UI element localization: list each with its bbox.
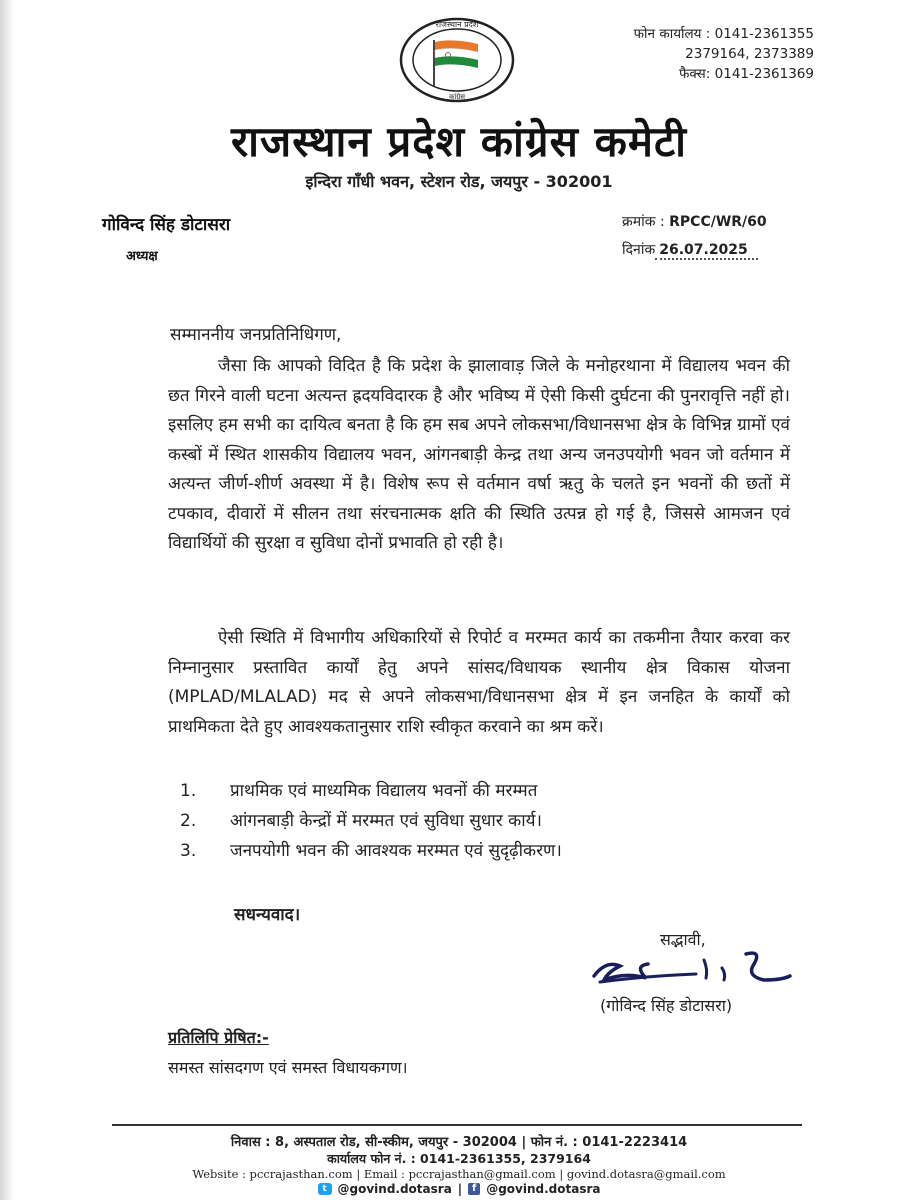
list-item-number: 3.: [180, 841, 197, 861]
footer-social: [0, 1182, 918, 1196]
salutation: सम्माननीय जनप्रतिनिधिगण,: [170, 325, 342, 345]
list-item: [180, 776, 800, 806]
logo-top-text: राजस्थान प्रदेश: [435, 20, 479, 29]
reference-label: क्रमांक :: [622, 214, 665, 230]
footer-divider: [112, 1124, 802, 1126]
list-item: [180, 836, 800, 866]
regards-text: सद्भावी,: [660, 930, 706, 949]
proposed-works-list: [180, 776, 800, 866]
twitter-handle: @govind.dotasra: [337, 1182, 452, 1196]
congress-logo: [398, 16, 516, 104]
copy-to-label: प्रतिलिपि प्रेषित:-: [168, 1028, 269, 1047]
logo-bottom-text: कांग्रेस: [449, 93, 465, 101]
signature-stroke-5: [746, 953, 790, 980]
president-name: गोविन्द सिंह डोटासरा: [102, 215, 231, 235]
fax-number: फैक्स: 0141-2361369: [678, 66, 814, 82]
contact-block: [634, 24, 814, 84]
copy-to-recipients: समस्त सांसदगण एवं समस्त विधायकगण।: [168, 1058, 408, 1077]
signatory-name: (गोविन्द सिंह डोटासरा): [600, 996, 733, 1015]
twitter-icon: t: [318, 1183, 332, 1195]
footer-separator: |: [457, 1182, 463, 1196]
body-paragraph-1: जैसा कि आपको विदित है कि प्रदेश के झालावाड़ जिले के मनोहरथाना में विद्यालय भवन की छत गिरने वाली घटना अत्यन्त ह्रदयविदारक है और भविष्य में ऐसी किसी दुर्घटना की पुनरावृत्ति नहीं हो। इसलिए हम सभी का दायित्व बनता है कि हम सब अपने लोकसभा/विधानसभा क्षेत्र के विभिन्न ग्रामों एवं कस्बों में स्थित शासकीय विद्यालय भवन, आंगनबाड़ी केन्द्र तथा अन्य जनउपयोगी भवन जो वर्तमान में अत्यन्त जीर्ण-शीर्ण अवस्था में है। विशेष रूप से वर्तमान वर्षा ऋतु के चलते इन भवनों की छतों में टपकाव, दीवारों में सीलन तथा संरचनात्मक क्षति की स्थिति उत्पन्न हो गई है, जिससे आमजन एवं विद्यार्थियों की सुरक्षा व सुविधा दोनों प्रभावति हो रही है।: [168, 356, 790, 553]
body-paragraph-2: ऐसी स्थिति में विभागीय अधिकारियों से रिपोर्ट व मरम्मत कार्य का तकमीना तैयार करवा कर निम्नानुसार प्रस्तावित कार्यों हेतु अपने सांसद/विधायक स्थानीय क्षेत्र विकास योजना (MPLAD/MLALAD) मद से अपने लोकसभा/विधानसभा क्षेत्र में इन जनहित के कार्यों को प्राथमिकता देते हुए आवश्यकतानुसार राशि स्वीकृत करवाने का श्रम करें।: [168, 628, 790, 737]
signature-image: [586, 946, 792, 992]
designation: अध्यक्ष: [126, 249, 158, 264]
list-item-number: 1.: [180, 781, 197, 801]
footer-office-phone: कार्यालय फोन नं. : 0141-2361355, 2379164: [327, 1151, 591, 1166]
signature-stroke-4: [722, 968, 725, 980]
list-item-number: 2.: [180, 811, 197, 831]
date-value: 26.07.2025: [655, 242, 758, 260]
list-item: [180, 806, 800, 836]
office-phone: फोन कार्यालय : 0141-2361355: [633, 26, 814, 42]
footer-residence: निवास : 8, अस्पताल रोड, सी-स्कीम, जयपुर - 302004 | फोन नं. : 0141-2223414: [230, 1135, 688, 1150]
reference-number: [622, 212, 767, 231]
reference-value: RPCC/WR/60: [669, 214, 767, 230]
footer-web-email: Website : pccrajasthan.com | Email : pccrajasthan@gmail.com | govind.dotasra@gmail.com: [192, 1167, 726, 1181]
facebook-handle: @govind.dotasra: [486, 1182, 601, 1196]
date-label: दिनांक: [622, 242, 656, 258]
signature-stroke-3: [704, 960, 707, 978]
org-address: इन्दिरा गाँधी भवन, स्टेशन रोड, जयपुर - 302001: [305, 172, 613, 191]
facebook-icon: f: [468, 1183, 480, 1195]
list-item-text: जनपयोगी भवन की आवश्यक मरम्मत एवं सुदृढ़ीकरण।: [230, 841, 562, 861]
list-item-text: प्राथमिक एवं माध्यमिक विद्यालय भवनों की मरम्मत: [230, 781, 538, 801]
thanks-text: सधन्यवाद।: [234, 905, 301, 925]
office-phone-more: 2379164, 2373389: [685, 46, 814, 62]
list-item-text: आंगनबाड़ी केन्द्रों में मरम्मत एवं सुविधा सुधार कार्य।: [230, 811, 542, 831]
letter-date: [622, 240, 758, 260]
org-title: राजस्थान प्रदेश कांग्रेस कमेटी: [230, 117, 687, 166]
